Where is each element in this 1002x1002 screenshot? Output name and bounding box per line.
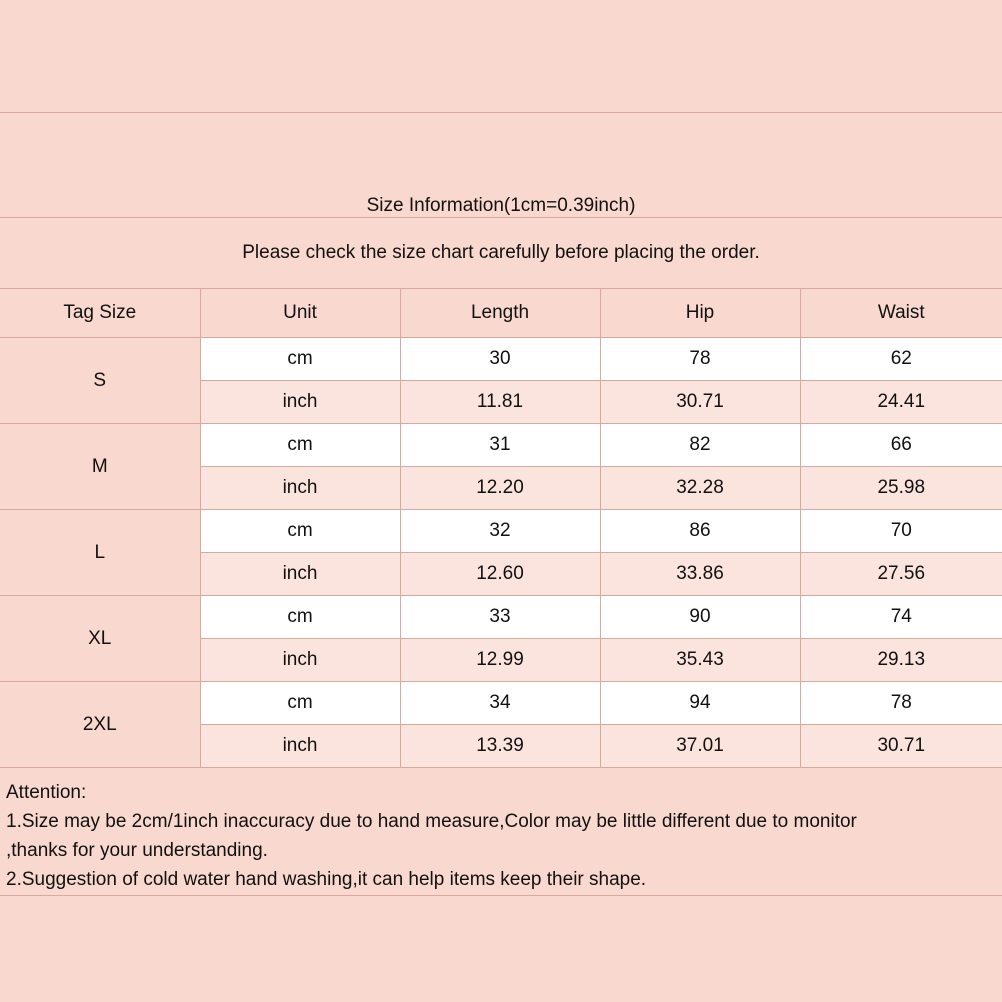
chart-subtitle: Please check the size chart carefully before placing the order. [0, 218, 1002, 289]
hip-value: 32.28 [600, 467, 800, 510]
table-row [0, 596, 1002, 639]
unit-cm: cm [200, 424, 400, 467]
unit-cm: cm [200, 338, 400, 381]
length-value: 31 [400, 424, 600, 467]
length-value: 13.39 [400, 725, 600, 768]
hip-value: 90 [600, 596, 800, 639]
waist-value: 70 [800, 510, 1002, 553]
unit-inch: inch [200, 467, 400, 510]
column-header-length: Length [400, 289, 600, 338]
length-value: 12.60 [400, 553, 600, 596]
hip-value: 30.71 [600, 381, 800, 424]
bottom-divider [0, 895, 1002, 896]
hip-value: 33.86 [600, 553, 800, 596]
hip-value: 35.43 [600, 639, 800, 682]
unit-inch: inch [200, 639, 400, 682]
table-row [0, 338, 1002, 381]
length-value: 12.20 [400, 467, 600, 510]
waist-value: 30.71 [800, 725, 1002, 768]
waist-value: 29.13 [800, 639, 1002, 682]
unit-inch: inch [200, 381, 400, 424]
tag-size-s: S [0, 338, 200, 424]
table-row [0, 682, 1002, 725]
attention-heading: Attention: [6, 782, 87, 803]
attention-line-3: 2.Suggestion of cold water hand washing,it can help items keep their shape. [6, 869, 647, 890]
unit-inch: inch [200, 553, 400, 596]
size-chart-container [0, 112, 1002, 768]
tag-size-m: M [0, 424, 200, 510]
hip-value: 82 [600, 424, 800, 467]
unit-cm: cm [200, 510, 400, 553]
length-value: 11.81 [400, 381, 600, 424]
column-header-waist: Waist [800, 289, 1002, 338]
table-row [0, 424, 1002, 467]
column-header-hip: Hip [600, 289, 800, 338]
length-value: 30 [400, 338, 600, 381]
attention-line-2: ,thanks for your understanding. [6, 840, 268, 861]
unit-cm: cm [200, 596, 400, 639]
table-header-row [0, 289, 1002, 338]
table-title-row [0, 113, 1002, 218]
waist-value: 24.41 [800, 381, 1002, 424]
tag-size-l: L [0, 510, 200, 596]
unit-inch: inch [200, 725, 400, 768]
tag-size-xl: XL [0, 596, 200, 682]
waist-value: 78 [800, 682, 1002, 725]
length-value: 33 [400, 596, 600, 639]
length-value: 12.99 [400, 639, 600, 682]
table-row [0, 510, 1002, 553]
waist-value: 62 [800, 338, 1002, 381]
hip-value: 78 [600, 338, 800, 381]
hip-value: 86 [600, 510, 800, 553]
tag-size-2xl: 2XL [0, 682, 200, 768]
hip-value: 37.01 [600, 725, 800, 768]
table-subtitle-row [0, 218, 1002, 289]
waist-value: 27.56 [800, 553, 1002, 596]
waist-value: 74 [800, 596, 1002, 639]
waist-value: 25.98 [800, 467, 1002, 510]
size-information-table [0, 112, 1002, 768]
column-header-tag-size: Tag Size [0, 289, 200, 338]
attention-line-1: 1.Size may be 2cm/1inch inaccuracy due to hand measure,Color may be little different due to monitor [6, 811, 857, 832]
length-value: 32 [400, 510, 600, 553]
unit-cm: cm [200, 682, 400, 725]
length-value: 34 [400, 682, 600, 725]
waist-value: 66 [800, 424, 1002, 467]
hip-value: 94 [600, 682, 800, 725]
chart-title: Size Information(1cm=0.39inch) [0, 113, 1002, 218]
column-header-unit: Unit [200, 289, 400, 338]
attention-notes [0, 778, 1002, 894]
